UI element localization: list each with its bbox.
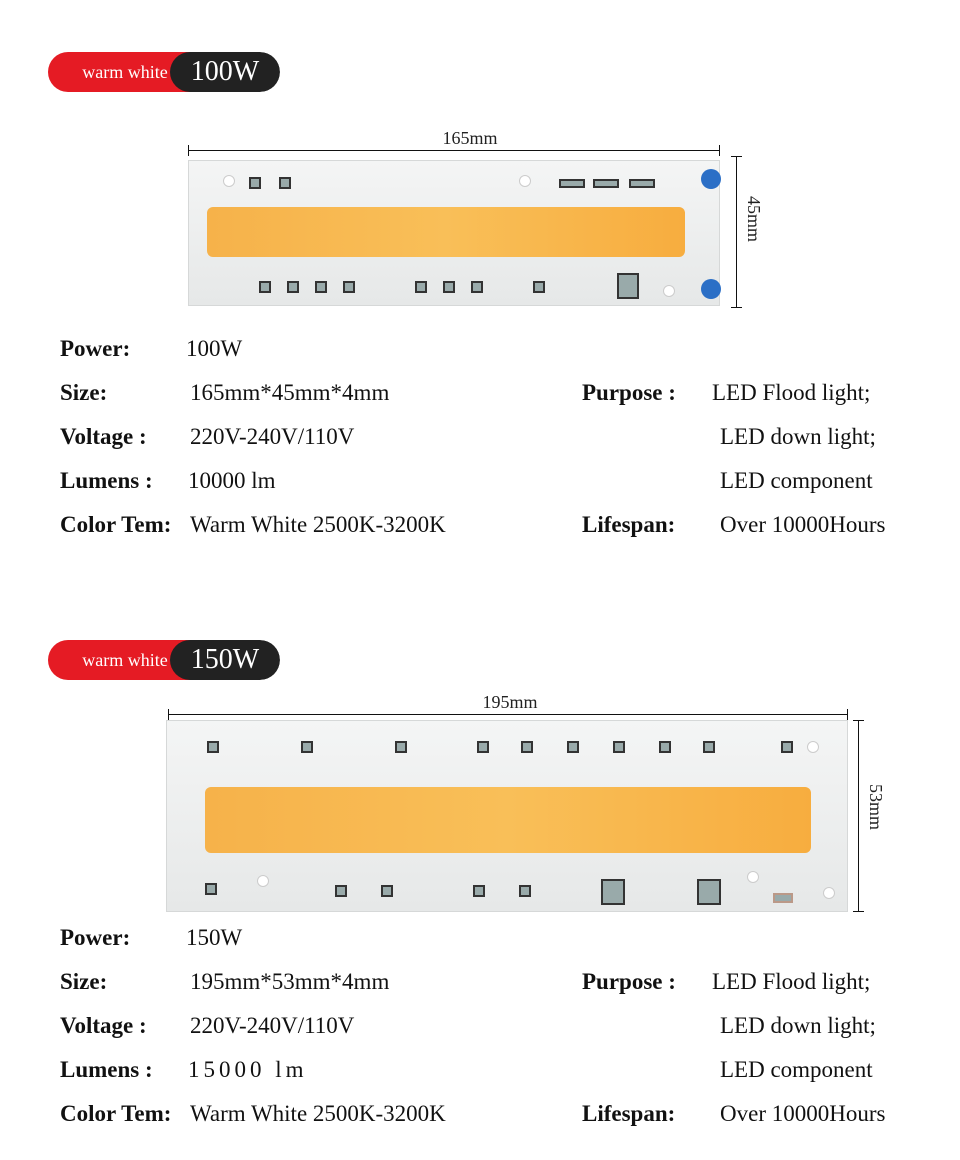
height-dimension-line — [858, 720, 859, 912]
badge-color-label: warm white — [48, 52, 196, 92]
mount-hole — [823, 887, 835, 899]
lumens-value: 15000 lm — [188, 1057, 308, 1082]
smd-pad — [697, 879, 721, 905]
height-dimension-label: 45mm — [744, 196, 764, 243]
badge-power-label: 100W — [170, 52, 280, 92]
lifespan-value: Over 10000Hours — [720, 512, 886, 537]
badge-power-label: 150W — [170, 640, 280, 680]
purpose-item: LED Flood light; — [712, 380, 871, 405]
smd-pad — [659, 741, 671, 753]
smd-pad — [601, 879, 625, 905]
purpose-item: LED Flood light; — [712, 969, 871, 994]
purpose-label: Purpose : — [582, 969, 676, 994]
lumens-value: 10000 lm — [188, 468, 276, 493]
smd-pad — [781, 741, 793, 753]
color-temp-value: Warm White 2500K-3200K — [190, 1101, 446, 1126]
smd-pad — [207, 741, 219, 753]
smd-pad — [519, 885, 531, 897]
voltage-label: Voltage : — [60, 1013, 147, 1038]
color-temp-value: Warm White 2500K-3200K — [190, 512, 446, 537]
color-temp-label: Color Tem: — [60, 512, 172, 537]
size-label: Size: — [60, 380, 108, 405]
power-label: Power: — [60, 336, 131, 361]
height-dimension-label: 53mm — [866, 784, 886, 831]
purpose-item: LED down light; — [720, 424, 876, 449]
smd-pad — [477, 741, 489, 753]
smd-pad — [205, 883, 217, 895]
smd-pad — [773, 893, 793, 903]
size-value: 195mm*53mm*4mm — [190, 969, 390, 994]
voltage-value: 220V-240V/110V — [190, 1013, 355, 1038]
size-value: 165mm*45mm*4mm — [190, 380, 390, 405]
cob-led-board-image — [166, 720, 848, 912]
smd-pad — [335, 885, 347, 897]
lifespan-value: Over 10000Hours — [720, 1101, 886, 1126]
badge-color-label: warm white — [48, 640, 196, 680]
lifespan-label: Lifespan: — [582, 1101, 676, 1126]
smd-pad — [301, 741, 313, 753]
voltage-label: Voltage : — [60, 424, 147, 449]
voltage-value: 220V-240V/110V — [190, 424, 355, 449]
smd-pad — [613, 741, 625, 753]
lumens-label: Lumens : — [60, 1057, 153, 1082]
lifespan-label: Lifespan: — [582, 512, 676, 537]
width-dimension-line — [168, 714, 848, 715]
power-label: Power: — [60, 925, 131, 950]
smd-pad — [703, 741, 715, 753]
mount-hole — [747, 871, 759, 883]
purpose-item: LED component — [720, 468, 873, 493]
purpose-item: LED component — [720, 1057, 873, 1082]
smd-pad — [395, 741, 407, 753]
width-dimension-label: 165mm — [442, 128, 498, 148]
mount-hole — [807, 741, 819, 753]
lumens-label: Lumens : — [60, 468, 153, 493]
purpose-label: Purpose : — [582, 380, 676, 405]
width-dimension-label: 195mm — [482, 692, 538, 712]
smd-pad — [473, 885, 485, 897]
size-label: Size: — [60, 969, 108, 994]
mount-hole — [257, 875, 269, 887]
smd-pad — [567, 741, 579, 753]
smd-pad — [381, 885, 393, 897]
smd-pad — [521, 741, 533, 753]
product-badge — [48, 640, 280, 680]
power-value: 100W — [186, 336, 243, 361]
color-temp-label: Color Tem: — [60, 1101, 172, 1126]
purpose-item: LED down light; — [720, 1013, 876, 1038]
led-emitter-strip — [205, 787, 811, 853]
power-value: 150W — [186, 925, 243, 950]
